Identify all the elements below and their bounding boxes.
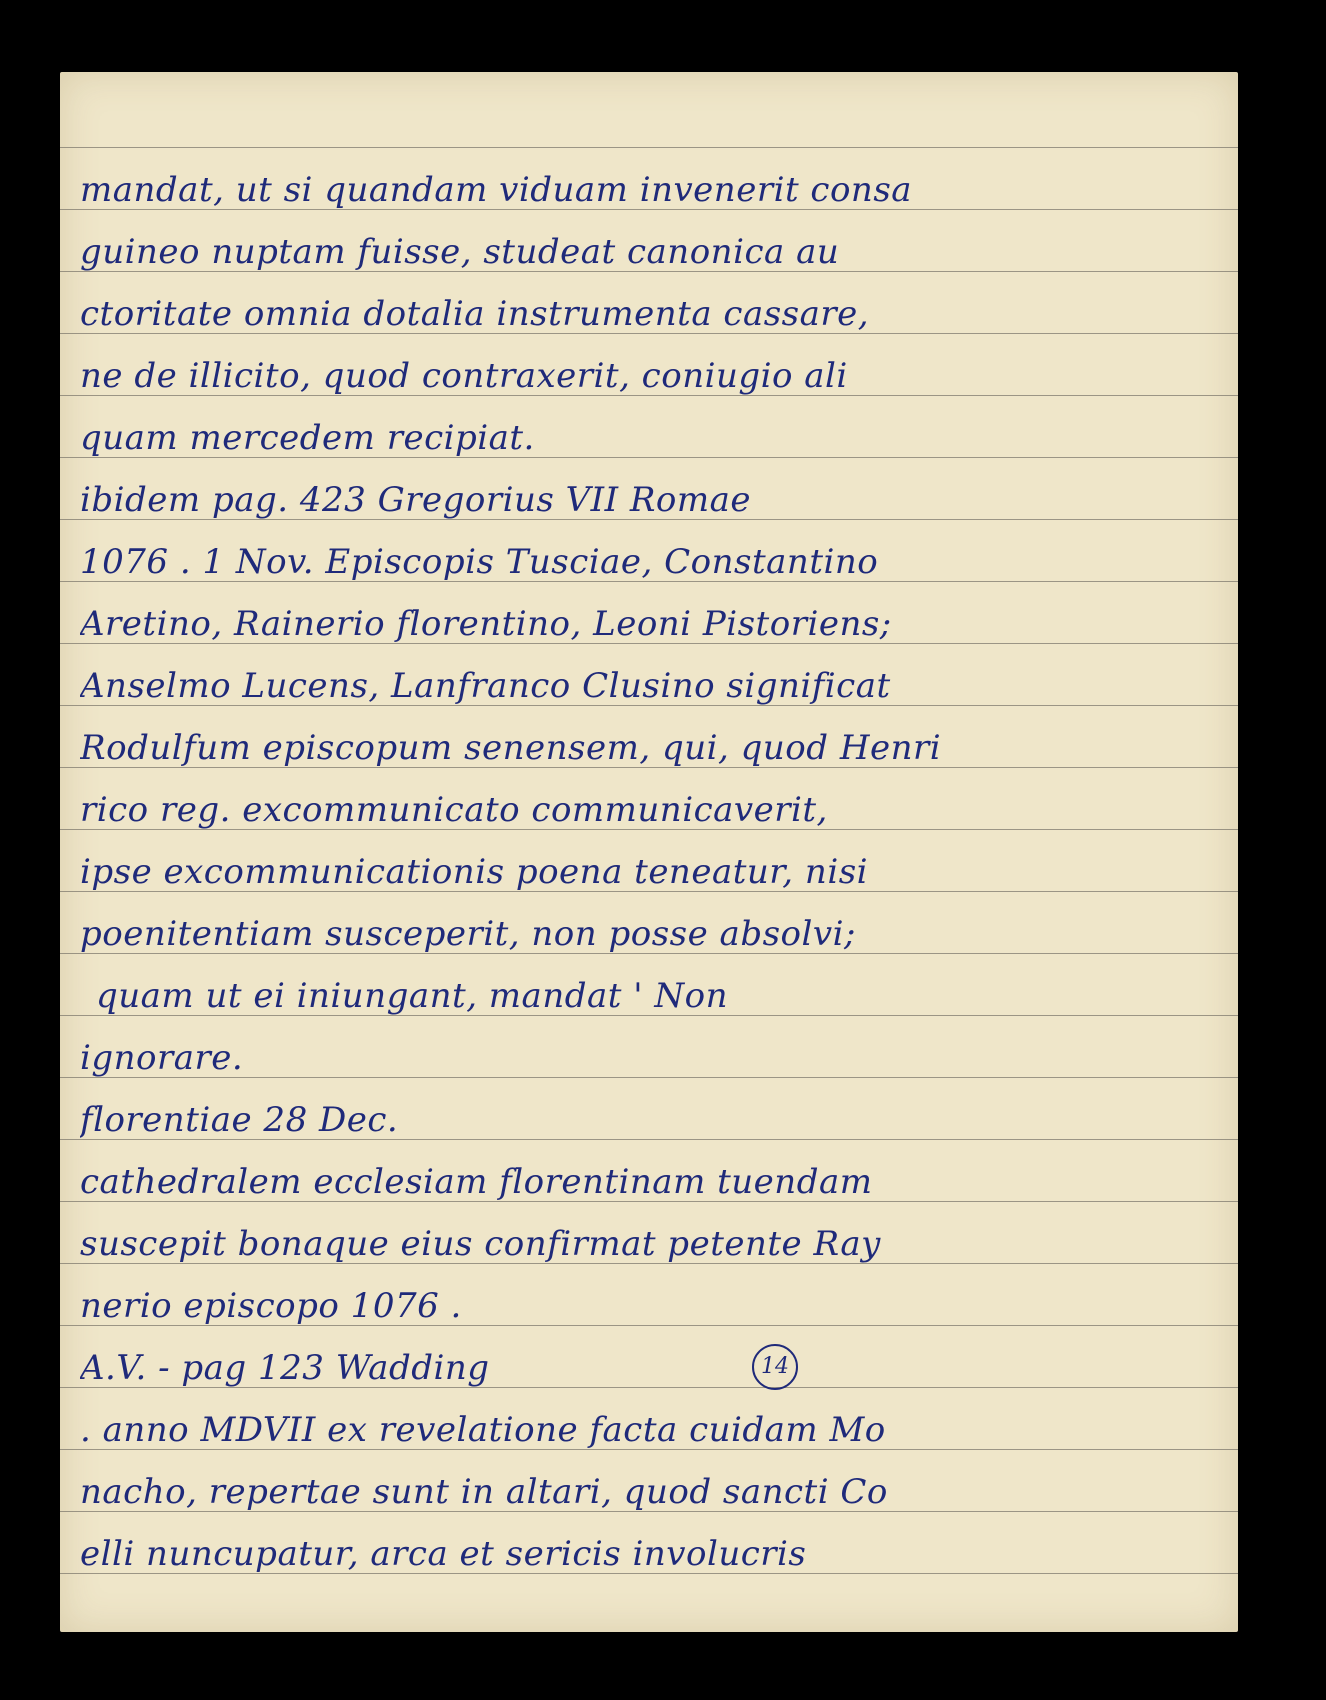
handwritten-line: cathedralem ecclesiam florentinam tuendam bbox=[80, 1162, 873, 1202]
handwritten-line: A.V. - pag 123 Wadding bbox=[80, 1348, 490, 1388]
handwritten-line: mandat, ut si quandam viduam invenerit consa bbox=[80, 170, 913, 210]
handwritten-line: florentiae 28 Dec. bbox=[80, 1100, 399, 1140]
handwritten-line: Aretino, Rainerio florentino, Leoni Pistoriens; bbox=[80, 604, 892, 644]
handwritten-line: quam ut ei iniungant, mandat ' Non bbox=[96, 976, 728, 1016]
handwritten-line: 1076 . 1 Nov. Episcopis Tusciae, Constantino bbox=[80, 542, 879, 582]
handwritten-line: elli nuncupatur, arca et sericis involucris bbox=[80, 1534, 807, 1574]
handwritten-line: . anno MDVII ex revelatione facta cuidam Mo bbox=[80, 1410, 886, 1450]
handwritten-line: nacho, repertae sunt in altari, quod sancti Co bbox=[80, 1472, 888, 1512]
handwritten-line: Rodulfum episcopum senensem, qui, quod Henri bbox=[80, 728, 942, 768]
handwritten-line: guineo nuptam fuisse, studeat canonica au bbox=[80, 232, 840, 272]
handwritten-line: ignorare. bbox=[80, 1038, 244, 1078]
handwritten-line: ipse excommunicationis poena teneatur, nisi bbox=[80, 852, 869, 892]
handwritten-line: quam mercedem recipiat. bbox=[80, 418, 535, 458]
handwritten-line: ne de illicito, quod contraxerit, coniugio ali bbox=[80, 356, 848, 396]
circled-page-number: 14 bbox=[752, 1344, 798, 1390]
handwritten-line: nerio episcopo 1076 . bbox=[80, 1286, 462, 1326]
handwritten-line: ibidem pag. 423 Gregorius VII Romae bbox=[80, 480, 752, 520]
handwritten-line: rico reg. excommunicato communicaverit, bbox=[80, 790, 828, 830]
handwritten-line: Anselmo Lucens, Lanfranco Clusino significat bbox=[80, 666, 891, 706]
handwritten-line: ctoritate omnia dotalia instrumenta cassare, bbox=[80, 294, 870, 334]
ruled-line bbox=[60, 147, 1238, 148]
index-card bbox=[60, 72, 1238, 1632]
handwritten-line: poenitentiam susceperit, non posse absolvi; bbox=[80, 914, 856, 954]
handwritten-line: suscepit bonaque eius confirmat petente Ray bbox=[80, 1224, 881, 1264]
